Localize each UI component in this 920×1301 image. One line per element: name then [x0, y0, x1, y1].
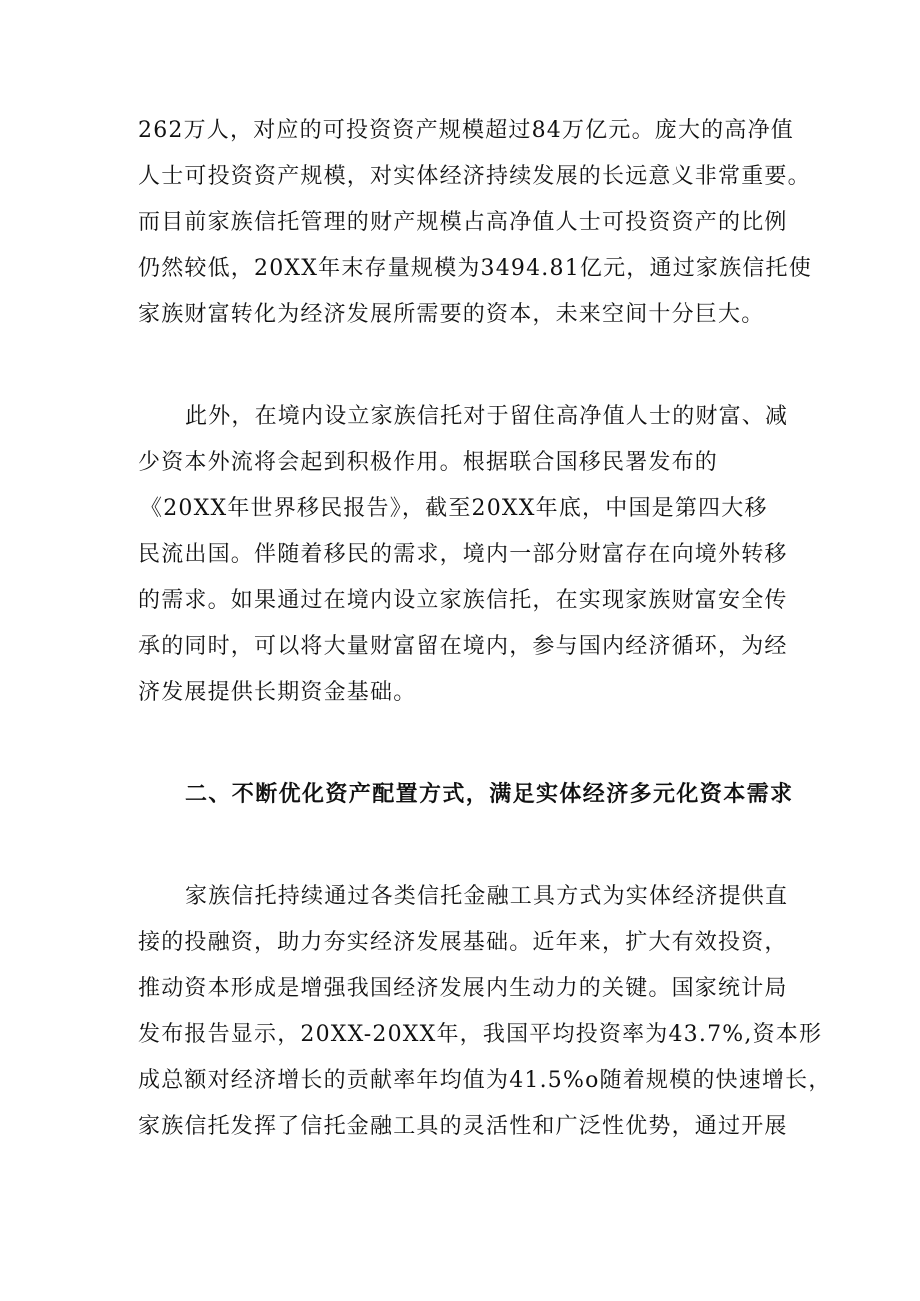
paragraph-3-line-1: 家族信托持续通过各类信托金融工具方式为实体经济提供直 — [185, 884, 789, 909]
paragraph-3-line-4: 发布报告显示，20XX-20XX年，我国平均投资率为43.7%,资本形 — [138, 1022, 823, 1047]
paragraph-3-line-5: 成总额对经济增长的贡献率年均值为41.5%o随着规模的快速增长， — [138, 1068, 832, 1093]
paragraph-3-line-3: 推动资本形成是增强我国经济发展内生动力的关键。国家统计局 — [138, 976, 788, 1001]
paragraph-2-line-5: 的需求。如果通过在境内设立家族信托，在实现家族财富安全传 — [138, 588, 788, 613]
paragraph-1-line-5: 家族财富转化为经济发展所需要的资本，未来空间十分巨大。 — [138, 302, 765, 327]
paragraph-2-line-3: 《20XX年世界移民报告》，截至20XX年底，中国是第四大移 — [140, 496, 768, 521]
paragraph-2-line-1: 此外，在境内设立家族信托对于留住高净值人士的财富、减 — [185, 404, 789, 429]
paragraph-2-line-4: 民流出国。伴随着移民的需求，境内一部分财富存在向境外转移 — [138, 542, 788, 567]
paragraph-2-line-2: 少资本外流将会起到积极作用。根据联合国移民署发布的 — [138, 450, 719, 475]
paragraph-3-line-6: 家族信托发挥了信托金融工具的灵活性和广泛性优势，通过开展 — [138, 1114, 788, 1139]
paragraph-3-line-2: 接的投融资，助力夯实经济发展基础。近年来，扩大有效投资， — [138, 930, 788, 955]
paragraph-2-line-7: 济发展提供长期资金基础。 — [138, 680, 417, 705]
section-heading: 二、不断优化资产配置方式，满足实体经济多元化资本需求 — [185, 782, 794, 807]
paragraph-1-line-4: 仍然较低，20XX年末存量规模为3494.81亿元，通过家族信托使 — [138, 256, 812, 281]
paragraph-1-line-2: 人士可投资资产规模，对实体经济持续发展的长远意义非常重要。 — [138, 164, 811, 189]
paragraph-1-line-1: 262万人，对应的可投资资产规模超过84万亿元。庞大的高净值 — [138, 118, 794, 143]
paragraph-1-line-3: 而目前家族信托管理的财产规模占高净值人士可投资资产的比例 — [138, 210, 788, 235]
paragraph-2-line-6: 承的同时，可以将大量财富留在境内，参与国内经济循环，为经 — [138, 634, 788, 659]
